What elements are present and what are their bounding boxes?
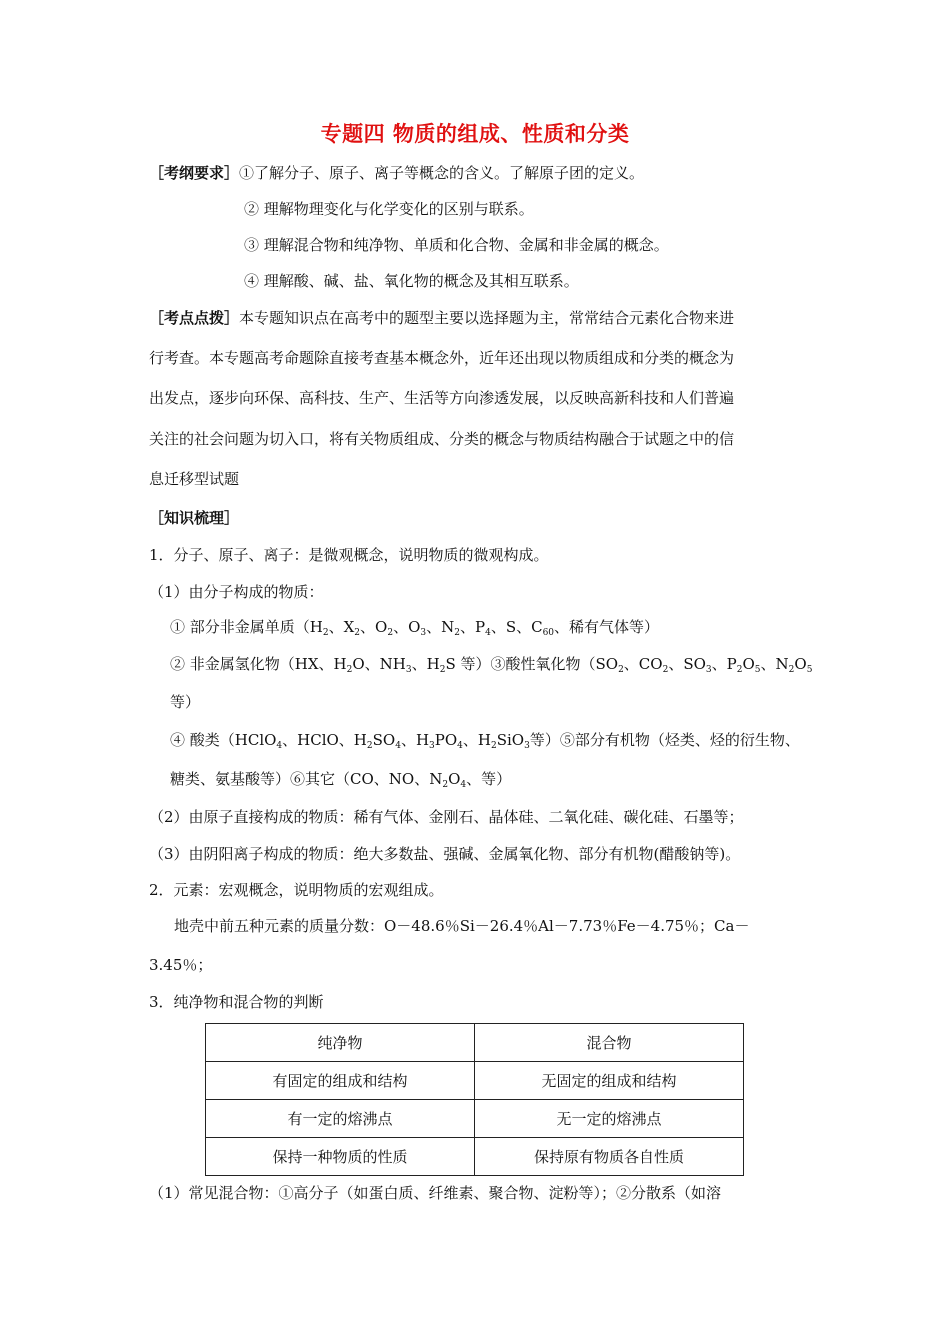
- table-cell: 有固定的组成和结构: [206, 1062, 475, 1100]
- table-cell: 保持一种物质的性质: [206, 1138, 475, 1176]
- section-1-3: （3）由阴阳离子构成的物质：绝大多数盐、强碱、金属氧化物、部分有机物(醋酸钠等)。: [149, 845, 741, 863]
- section-1-1-c: ④ 酸类（HClO$_4$、HClO、$H_2SO_4$、$H_3PO_4$、$H_2SiO_3$等）⑤部分有机物（烃类、烃的衍生物、: [170, 731, 800, 751]
- table-header-row: [206, 1024, 744, 1062]
- table-header-cell: 纯净物: [206, 1024, 475, 1062]
- table-cell: 无一定的熔沸点: [475, 1100, 744, 1138]
- table-cell: 保持原有物质各自性质: [475, 1138, 744, 1176]
- kaodian-line-5: 息迁移型试题: [149, 470, 240, 488]
- section-2-text: 地壳中前五种元素的质量分数：O－48.6％Si－26.4％Al－7.73％Fe－4.75％；Ca－: [174, 917, 750, 935]
- kaogang-item-1: ①了解分子、原子、离子等概念的含义。了解原子团的定义。: [239, 164, 645, 182]
- section-2-heading: 2．元素：宏观概念，说明物质的宏观组成。: [149, 881, 444, 899]
- section-1-heading: 1．分子、原子、离子：是微观概念，说明物质的微观构成。: [149, 546, 549, 564]
- table-cell: 有一定的熔沸点: [206, 1100, 475, 1138]
- kaodian-line-2: 行考查。本专题高考命题除直接考查基本概念外，近年还出现以物质组成和分类的概念为: [149, 349, 735, 367]
- kaodian-label: ［考点点拨］: [149, 309, 240, 327]
- section-1-1: （1）由分子构成的物质：: [149, 583, 324, 601]
- section-3-1: （1）常见混合物：①高分子（如蛋白质、纤维素、聚合物、淀粉等）；②分散系（如溶: [149, 1184, 722, 1202]
- section-1-1-b: ② 非金属氢化物（HX、$H_2O$、$NH_3$、$H_2S$ 等）③酸性氧化物（$SO_2$、$CO_2$、$SO_3$、$P_2O_5$、$N_2O_5$: [170, 655, 813, 675]
- zhishi-label: ［知识梳理］: [149, 509, 240, 527]
- comparison-table: [205, 1023, 744, 1176]
- table-header-cell: 混合物: [475, 1024, 744, 1062]
- kaogang-line-1: [149, 163, 644, 183]
- kaodian-line-4: 关注的社会问题为切入口，将有关物质组成、分类的概念与物质结构融合于试题之中的信: [149, 430, 735, 448]
- table-row: [206, 1138, 744, 1176]
- kaodian-line-1: [149, 308, 734, 328]
- kaogang-item-4: ④ 理解酸、碱、盐、氧化物的概念及其相互联系。: [244, 272, 579, 290]
- table-row: [206, 1100, 744, 1138]
- kaogang-item-2: ② 理解物理变化与化学变化的区别与联系。: [244, 200, 534, 218]
- kaodian-line-3: 出发点，逐步向环保、高科技、生产、生活等方向渗透发展，以反映高新科技和人们普遍: [149, 389, 735, 407]
- table-row: [206, 1062, 744, 1100]
- section-1-1-a: ① 部分非金属单质（$H_2$、$X_2$、$O_2$、$O_3$、$N_2$、$P_4$、S、$C_{60}$、稀有气体等）: [170, 618, 660, 638]
- section-2-text-cont: 3.45％；: [149, 956, 213, 974]
- kaodian-text-1: 本专题知识点在高考中的题型主要以选择题为主，常常结合元素化合物来进: [239, 309, 735, 327]
- kaogang-item-3: ③ 理解混合物和纯净物、单质和化合物、金属和非金属的概念。: [244, 236, 669, 254]
- section-1-1-d: 糖类、氨基酸等）⑥其它（CO、NO、$N_2O_4$、等）: [170, 770, 512, 790]
- table-cell: 无固定的组成和结构: [475, 1062, 744, 1100]
- page-title: 专题四 物质的组成、性质和分类: [320, 122, 630, 146]
- section-1-2: （2）由原子直接构成的物质：稀有气体、金刚石、晶体硅、二氧化硅、碳化硅、石墨等；: [149, 808, 744, 826]
- section-1-1-b-cont: 等）: [170, 693, 201, 711]
- section-3-heading: 3．纯净物和混合物的判断: [149, 993, 324, 1011]
- kaogang-label: ［考纲要求］: [149, 164, 240, 182]
